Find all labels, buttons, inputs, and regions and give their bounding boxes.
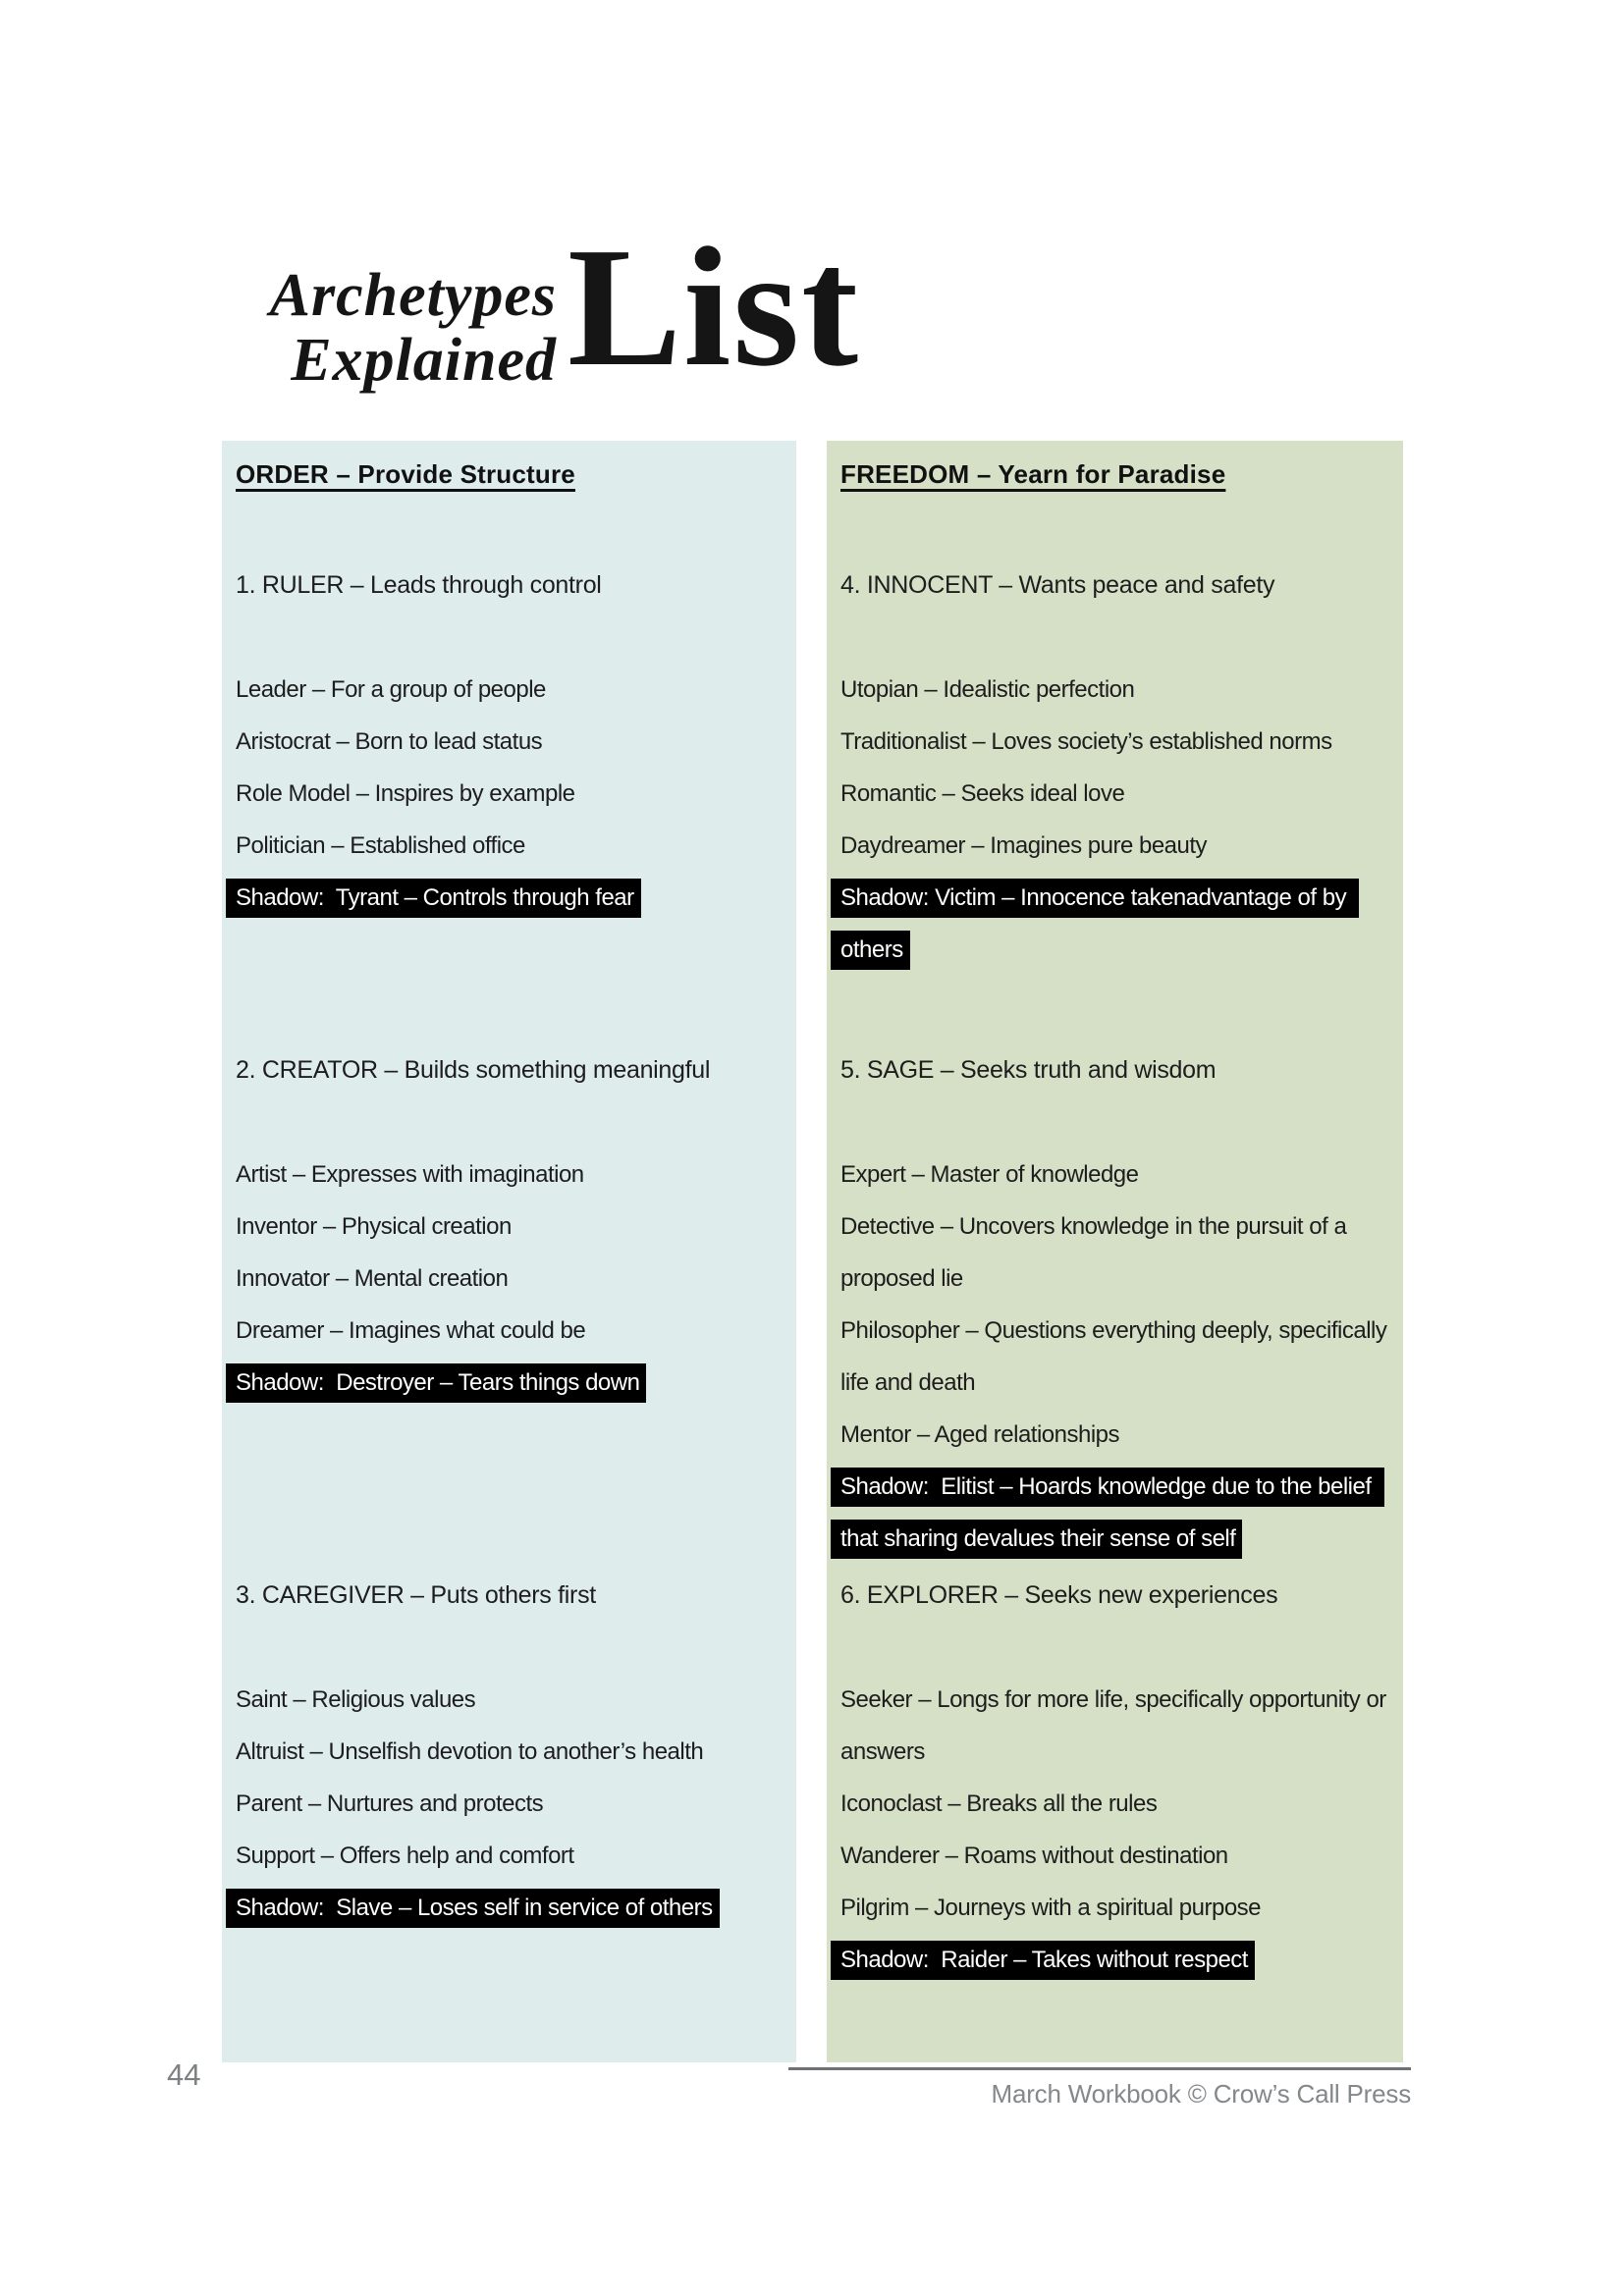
section-caregiver-heading: 3. CAREGIVER – Puts others first xyxy=(236,1581,596,1609)
title-line-explained: Explained xyxy=(291,327,557,394)
archetype-item-text: Iconoclast – Breaks all the rules xyxy=(840,1790,1158,1817)
section-explorer xyxy=(840,1570,1392,1986)
archetype-item xyxy=(840,1305,1393,1409)
section-explorer-heading: 6. EXPLORER – Seeks new experiences xyxy=(840,1581,1278,1609)
archetype-item-text: Mentor – Aged relationships xyxy=(840,1421,1120,1448)
archetype-item-text: Daydreamer – Imagines pure beauty xyxy=(840,832,1208,859)
archetype-item xyxy=(840,1201,1389,1305)
archetype-item-text: Politician – Established office xyxy=(236,832,525,859)
archetype-item xyxy=(236,664,783,716)
page-number: 44 xyxy=(167,2057,201,2092)
archetype-item xyxy=(236,1830,783,1882)
archetype-item xyxy=(236,1778,783,1830)
section-sage-heading: 5. SAGE – Seeks truth and wisdom xyxy=(840,1056,1217,1084)
section-creator xyxy=(236,1044,783,1409)
archetype-item-text: Dreamer – Imagines what could be xyxy=(236,1317,586,1344)
archetype-item xyxy=(236,1148,783,1201)
shadow-item: Shadow: Slave – Loses self in service of others xyxy=(226,1889,720,1928)
shadow-item: Shadow: Destroyer – Tears things down xyxy=(226,1363,646,1403)
archetype-item-text: Parent – Nurtures and protects xyxy=(236,1790,544,1817)
section-ruler xyxy=(236,560,783,924)
shadow-item-row xyxy=(236,872,783,924)
section-creator-heading: 2. CREATOR – Builds something meaningful xyxy=(236,1056,711,1084)
column-order-header: ORDER – Provide Structure xyxy=(236,459,575,489)
archetype-item-text: Leader – For a group of people xyxy=(236,676,546,703)
archetype-item-text: Expert – Master of knowledge xyxy=(840,1161,1139,1188)
shadow-item-row xyxy=(840,872,1389,976)
archetype-item-text: Philosopher – Questions everything deeply, specifically life and death xyxy=(840,1317,1393,1396)
column-freedom xyxy=(827,441,1403,2062)
section-caregiver xyxy=(236,1570,783,1934)
shadow-item-row xyxy=(236,1882,783,1934)
archetype-item xyxy=(236,1201,783,1253)
archetype-item xyxy=(840,664,1389,716)
archetype-item-text: Detective – Uncovers knowledge in the pursuit of a proposed lie xyxy=(840,1213,1353,1292)
archetype-item-text: Utopian – Idealistic perfection xyxy=(840,676,1135,703)
shadow-item-row xyxy=(840,1934,1389,1986)
footer-rule xyxy=(788,2067,1411,2070)
archetype-item-text: Innovator – Mental creation xyxy=(236,1265,509,1292)
archetype-item xyxy=(236,1674,783,1726)
archetype-item-text: Seeker – Longs for more life, specifically opportunity or answers xyxy=(840,1686,1392,1765)
title-line-archetypes: Archetypes xyxy=(269,262,557,329)
page-title-small xyxy=(218,263,557,393)
archetype-item-text: Pilgrim – Journeys with a spiritual purpose xyxy=(840,1895,1262,1921)
section-sage xyxy=(840,1044,1393,1565)
archetype-item-text: Wanderer – Roams without destination xyxy=(840,1842,1228,1869)
shadow-item: Shadow: Elitist – Hoards knowledge due to the belief that sharing devalues their sense of self xyxy=(831,1468,1384,1559)
shadow-item: Shadow: Raider – Takes without respect xyxy=(831,1941,1255,1980)
archetype-item xyxy=(236,716,783,768)
archetype-item xyxy=(840,716,1389,768)
archetype-item-text: Romantic – Seeks ideal love xyxy=(840,780,1125,807)
section-ruler-heading: 1. RULER – Leads through control xyxy=(236,571,602,599)
archetype-item-text: Aristocrat – Born to lead status xyxy=(236,728,543,755)
archetype-item xyxy=(840,1674,1392,1778)
shadow-item-row xyxy=(840,1461,1389,1565)
archetype-item xyxy=(236,768,783,820)
archetype-item-text: Altruist – Unselfish devotion to another’s health xyxy=(236,1738,704,1765)
archetype-item xyxy=(840,820,1389,872)
archetype-item-text: Artist – Expresses with imagination xyxy=(236,1161,584,1188)
archetype-item xyxy=(236,1253,783,1305)
archetype-item xyxy=(236,820,783,872)
archetype-item-text: Saint – Religious values xyxy=(236,1686,476,1713)
archetype-item xyxy=(236,1726,783,1778)
archetype-item-text: Role Model – Inspires by example xyxy=(236,780,575,807)
shadow-item: Shadow: Victim – Innocence takenadvantage of by others xyxy=(831,879,1359,970)
archetype-item xyxy=(236,1305,783,1357)
archetype-item xyxy=(840,768,1389,820)
column-freedom-header: FREEDOM – Yearn for Paradise xyxy=(840,459,1226,489)
archetype-item-text: Inventor – Physical creation xyxy=(236,1213,512,1240)
archetype-item xyxy=(840,1409,1389,1461)
section-innocent xyxy=(840,560,1389,976)
section-innocent-heading: 4. INNOCENT – Wants peace and safety xyxy=(840,571,1275,599)
archetype-item xyxy=(840,1148,1389,1201)
archetype-item xyxy=(840,1882,1389,1934)
column-order xyxy=(222,441,796,2062)
title-word-list: List xyxy=(568,212,861,401)
archetype-item-text: Traditionalist – Loves society’s established norms xyxy=(840,728,1332,755)
footer-credit: March Workbook © Crow’s Call Press xyxy=(991,2079,1411,2109)
archetype-item-text: Support – Offers help and comfort xyxy=(236,1842,574,1869)
shadow-item-row xyxy=(236,1357,783,1409)
shadow-item: Shadow: Tyrant – Controls through fear xyxy=(226,879,641,918)
archetype-item xyxy=(840,1830,1389,1882)
archetype-item xyxy=(840,1778,1389,1830)
